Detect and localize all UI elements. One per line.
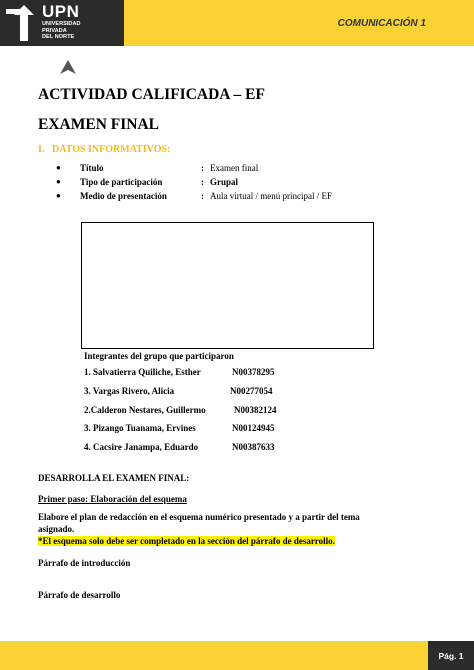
- development-paragraph-label: Párrafo de desarrollo: [38, 590, 121, 600]
- logo-text: UPN: [42, 2, 80, 21]
- upn-logo: [0, 0, 124, 46]
- member-name: 1. Salvatierra Quiliche, Esther: [84, 367, 201, 377]
- logo-subtitle: UNIVERSIDAD PRIVADA DEL NORTE: [42, 21, 81, 40]
- upn-arrow-logo-icon: [6, 5, 36, 41]
- page-header: [0, 0, 474, 46]
- page-footer: [0, 641, 474, 670]
- develop-heading: DESARROLLA EL EXAMEN FINAL:: [38, 473, 190, 483]
- header-band: [124, 0, 474, 46]
- bullet-icon: ●: [56, 177, 61, 186]
- activity-title: ACTIVIDAD CALIFICADA – EF: [38, 86, 265, 103]
- member-name: 3. Pizango Tuanama, Ervines: [84, 423, 196, 433]
- bullet-icon: ●: [56, 191, 61, 200]
- member-name: 4. Cacsire Janampa, Eduardo: [84, 442, 199, 452]
- member-name: 2.Calderon Nestares, Guillermo: [84, 405, 206, 415]
- highlighted-note: *El esquema solo debe ser completado en la sección del párrafo de desarrollo.: [38, 536, 335, 546]
- course-title: COMUNICACIÓN 1: [337, 18, 426, 29]
- member-name: 3. Vargas Rivero, Alicia: [84, 386, 175, 396]
- member-code: N00387633: [232, 442, 275, 452]
- members-title: Integrantes del grupo que participaron: [84, 351, 234, 361]
- member-code: N00382124: [234, 405, 277, 415]
- exam-title: EXAMEN FINAL: [38, 116, 159, 133]
- step-heading: Primer paso: Elaboración del esquema: [38, 494, 187, 504]
- bullet-icon: ●: [56, 163, 61, 172]
- empty-frame-box: [81, 222, 374, 349]
- instruction-line-1: Elabore el plan de redacción en el esquema numérico presentado y a partir del tema: [38, 512, 360, 522]
- instruction-line-2: asignado.: [38, 524, 75, 534]
- section-heading: I. DATOS INFORMATIVOS:: [38, 144, 171, 155]
- navigation-arrow-icon: [60, 60, 76, 74]
- intro-paragraph-label: Párrafo de introducción: [38, 558, 131, 568]
- member-code: N00277054: [230, 386, 273, 396]
- page-number: Pág. 1: [428, 641, 474, 670]
- member-code: N00124945: [232, 423, 275, 433]
- member-code: N00378295: [232, 367, 275, 377]
